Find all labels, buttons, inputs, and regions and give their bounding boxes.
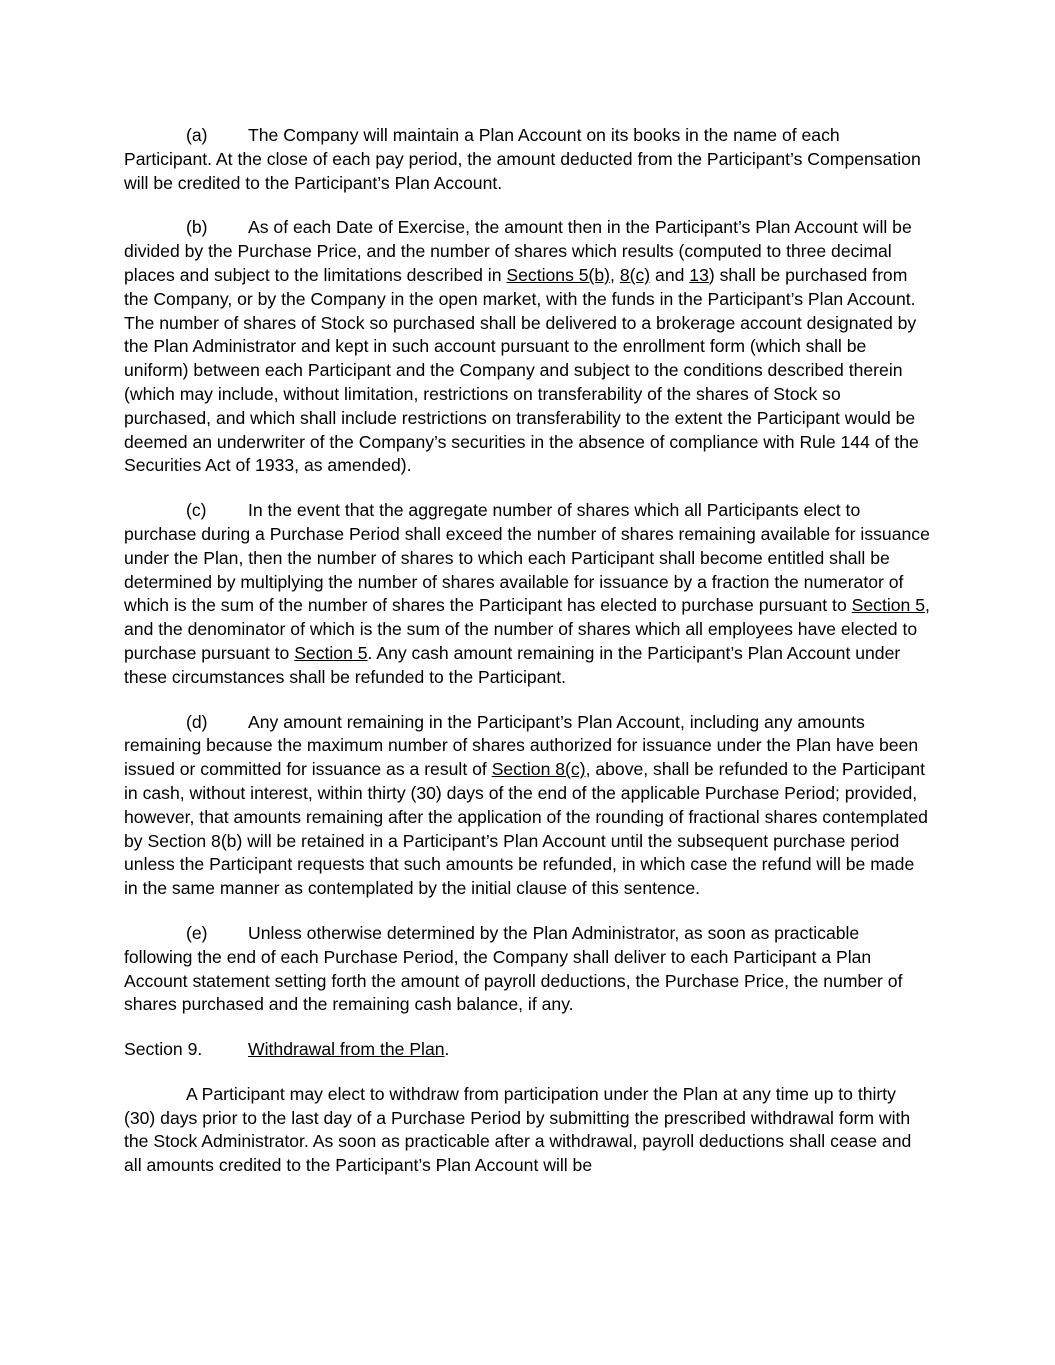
section-title-suffix: . [444, 1039, 450, 1060]
paragraph-text: ) shall be purchased from the Company, or by the Company in the open market, with the funds in the Participant’s Plan Account. The number of shares of Stock so purchased shall be delivered to a brokerage account designated by the Plan Administrator and kept in such account pursuant to the enrollment form (which shall be uniform) between each Participant and the Company and subject to the conditions described therein (which may include, without limitation, restrictions on transferability of the shares of Stock so purchased, and which shall include restrictions on transferability to the extent the Participant would be deemed an underwriter of the Company’s securities in the absence of compliance with Rule 144 of the Securities Act of 1933, as amended). [124, 264, 919, 476]
paragraph-b [124, 216, 932, 478]
paragraph-withdrawal [124, 1083, 932, 1178]
paragraph-d [124, 711, 932, 901]
paragraph-text: As of each Date of Exercise, the amount then in the Participant’s Plan Account will be divided by the Purchase Price, and the number of shares which results (computed to three decimal places and subject to the limitations described in [124, 217, 912, 285]
paragraph-text: The Company will maintain a Plan Account on its books in the name of each Participant. At the close of each pay period, the amount deducted from the Participant’s Compensation will be credited to the Participant’s Plan Account. [124, 125, 921, 193]
section-heading [124, 1038, 932, 1062]
paragraph-text: , [610, 264, 620, 285]
section-reference-link[interactable]: 13 [689, 264, 709, 285]
section-number: Section 9. [124, 1039, 203, 1060]
section-reference-link[interactable]: Section 8(c) [491, 759, 586, 780]
paragraph-c [124, 499, 932, 689]
paragraph-label: (e) [186, 922, 208, 943]
paragraph-label: (b) [186, 217, 208, 238]
section-title: Withdrawal from the Plan [248, 1039, 445, 1060]
paragraph-text: Any amount remaining in the Participant’s Plan Account, including any amounts remaining because the maximum number of shares authorized for issuance under the Plan have been issued or committed for issuance as a result of [124, 711, 919, 780]
paragraph-text: In the event that the aggregate number of shares which all Participants elect to purchase during a Purchase Period shall exceed the number of shares remaining available for issuance under the Plan, then the number of shares to which each Participant shall become entitled shall be determined by multiplying the number of shares available for issuance by a fraction the numerator of which is the sum of the number of shares the Participant has elected to purchase pursuant to [124, 500, 930, 616]
document-page [124, 124, 932, 1199]
paragraph-text: , and the denominator of which is the sum of the number of shares which all employees have elected to purchase pursuant to [124, 595, 930, 663]
section-reference-link[interactable]: Section 5 [294, 642, 368, 663]
paragraph-a [124, 124, 932, 195]
section-reference-link[interactable]: Section 5 [851, 595, 925, 616]
paragraph-text: Unless otherwise determined by the Plan Administrator, as soon as practicable following the end of each Purchase Period, the Company shall deliver to each Participant a Plan Account statement setting forth the amount of payroll deductions, the Purchase Price, the number of shares purchased and the remaining cash balance, if any. [124, 922, 903, 1015]
section-reference-link[interactable]: 8(c) [619, 264, 651, 285]
paragraph-text: . Any cash amount remaining in the Participant’s Plan Account under these circumstances shall be refunded to the Participant. [124, 642, 901, 687]
paragraph-text: and [650, 264, 690, 285]
paragraph-text: A Participant may elect to withdraw from participation under the Plan at any time up to thirty (30) days prior to the last day of a Purchase Period by submitting the prescribed withdrawal form with the Stock Administrator. As soon as practicable after a withdrawal, payroll deductions shall cease and all amounts credited to the Participant’s Plan Account will be [124, 1083, 912, 1176]
paragraph-e [124, 922, 932, 1017]
paragraph-label: (a) [186, 125, 208, 145]
paragraph-label: (d) [186, 711, 208, 732]
section-reference-link[interactable]: Sections 5(b) [506, 264, 611, 285]
paragraph-label: (c) [186, 500, 207, 521]
paragraph-text: , above, shall be refunded to the Participant in cash, without interest, within thirty (30) days of the end of the applicable Purchase Period; provided, however, that amounts remaining after the application of the rounding of fractional shares contemplated by Section 8(b) will be retained in a Participant’s Plan Account until the subsequent purchase period unless the Participant requests that such amounts be refunded, in which case the refund will be made in the same manner as contemplated by the initial clause of this sentence. [124, 759, 928, 899]
